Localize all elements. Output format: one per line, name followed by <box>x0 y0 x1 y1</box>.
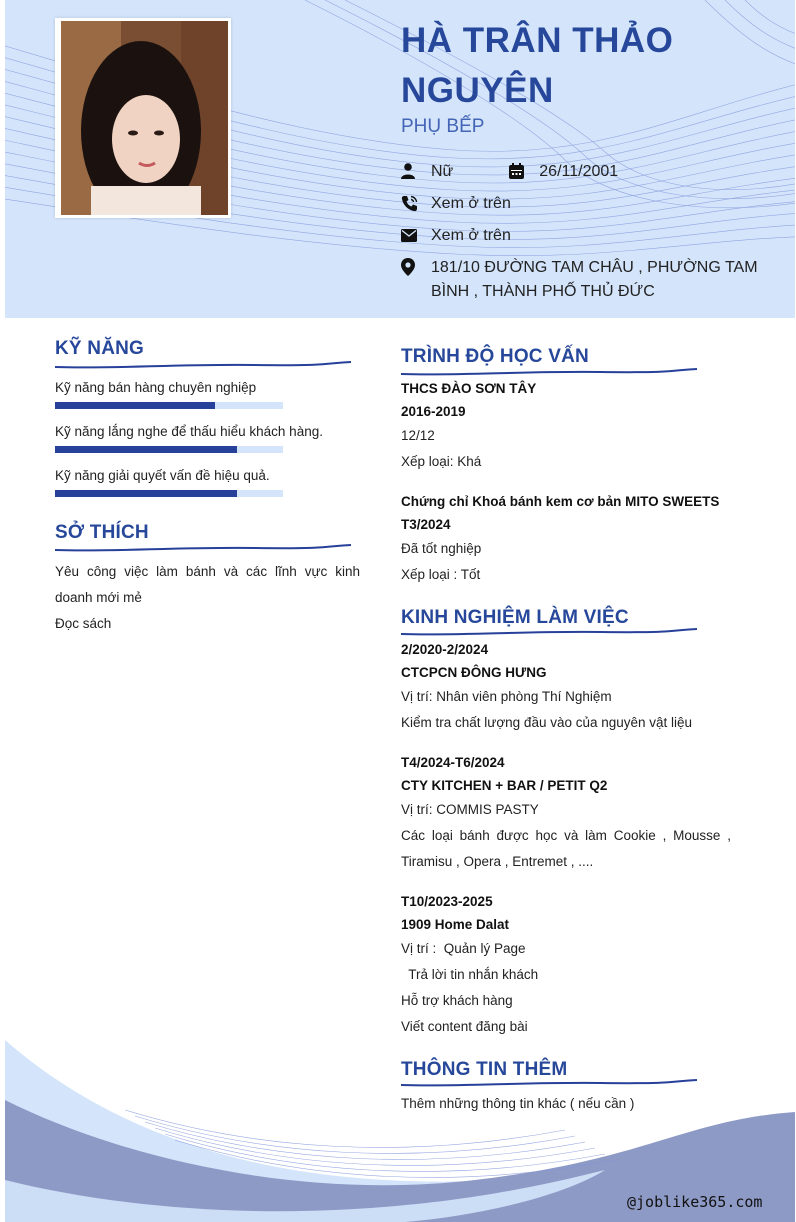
name-line-2: NGUYÊN <box>401 71 554 110</box>
experience-company-1: CTCPCN ĐÔNG HƯNG <box>401 665 547 680</box>
education-detail-2b: Xếp loại : Tốt <box>401 567 481 582</box>
full-name <box>401 16 761 116</box>
experience-line-3b: Trả lời tin nhắn khách <box>401 967 539 982</box>
skill-label-1: Kỹ năng bán hàng chuyên nghiệp <box>55 380 257 395</box>
hobby-2: Đọc sách <box>55 616 112 631</box>
experience-period-3: T10/2023-2025 <box>401 894 493 909</box>
experience-line-3a: Vị trí : Quản lý Page <box>401 941 526 956</box>
address-value <box>431 256 758 304</box>
header-band <box>5 0 795 318</box>
hobby-1: Yêu công việc làm bánh và các lĩnh vực kinh doanh mới mẻ <box>55 564 360 605</box>
skill-bar-3 <box>55 490 283 497</box>
skill-bar-fill-3 <box>55 490 237 497</box>
education-entry-2 <box>401 490 731 588</box>
skill-bar-fill-1 <box>55 402 215 409</box>
education-title-underline <box>401 367 697 377</box>
address-line-2: BÌNH , THÀNH PHỐ THỦ ĐỨC <box>431 283 655 300</box>
hobbies-text <box>55 559 360 637</box>
education-detail-2a: Đã tốt nghiệp <box>401 541 482 556</box>
cv-page <box>5 0 795 1222</box>
extra-title: THÔNG TIN THÊM <box>401 1059 568 1080</box>
education-period-1: 2016-2019 <box>401 404 466 419</box>
experience-line-1a: Vị trí: Nhân viên phòng Thí Nghiệm <box>401 689 612 704</box>
gender-row <box>401 160 618 184</box>
skill-bar-1 <box>55 402 283 409</box>
experience-line-3c: Hỗ trợ khách hàng <box>401 993 513 1008</box>
experience-line-2b: Các loại bánh được học và làm Cookie , Mousse , Tiramisu , Opera , Entremet , .... <box>401 828 731 869</box>
skill-bar-2 <box>55 446 283 453</box>
skills-title-underline <box>55 360 351 370</box>
experience-line-2a: Vị trí: COMMIS PASTY <box>401 802 539 817</box>
experience-line-3d: Viết content đăng bài <box>401 1019 528 1034</box>
gender-value: Nữ <box>431 163 454 180</box>
name-line-1: HÀ TRÂN THẢO <box>401 21 674 60</box>
email-row <box>401 224 511 248</box>
education-school-1: THCS ĐÀO SƠN TÂY <box>401 381 537 396</box>
address-line-1: 181/10 ĐƯỜNG TAM CHÂU , PHƯỜNG TAM <box>431 259 758 276</box>
brand-watermark: @joblike365.com <box>627 1193 763 1211</box>
extra-title-underline <box>401 1078 697 1088</box>
profile-photo <box>61 21 228 215</box>
hobbies-title-underline <box>55 543 351 553</box>
skill-bar-fill-2 <box>55 446 237 453</box>
phone-icon <box>401 192 431 214</box>
job-title: PHỤ BẾP <box>401 116 485 137</box>
calendar-icon <box>509 160 539 182</box>
education-detail-1a: 12/12 <box>401 428 435 443</box>
education-title: TRÌNH ĐỘ HỌC VẤN <box>401 346 589 367</box>
experience-company-2: CTY KITCHEN + BAR / PETIT Q2 <box>401 778 608 793</box>
phone-value: Xem ở trên <box>431 195 511 212</box>
experience-entry-2 <box>401 751 731 875</box>
email-value: Xem ở trên <box>431 227 511 244</box>
birthdate-value: 26/11/2001 <box>539 163 619 180</box>
extra-text: Thêm những thông tin khác ( nếu cần ) <box>401 1096 635 1111</box>
education-detail-1b: Xếp loại: Khá <box>401 454 482 469</box>
experience-title: KINH NGHIỆM LÀM VIỆC <box>401 607 629 628</box>
experience-title-underline <box>401 627 697 637</box>
skill-label-2: Kỹ năng lắng nghe để thấu hiểu khách hàng. <box>55 424 323 439</box>
map-pin-icon <box>401 256 431 278</box>
envelope-icon <box>401 224 431 246</box>
experience-period-1: 2/2020-2/2024 <box>401 642 489 657</box>
education-period-2: T3/2024 <box>401 517 451 532</box>
profile-photo-frame <box>55 18 231 218</box>
experience-company-3: 1909 Home Dalat <box>401 917 510 932</box>
portrait-illustration <box>61 21 228 215</box>
education-school-2: Chứng chỉ Khoá bánh kem cơ bản MITO SWEETS <box>401 494 720 509</box>
address-row <box>401 256 758 304</box>
experience-line-1b: Kiểm tra chất lượng đầu vào của nguyên vật liệu <box>401 715 693 730</box>
education-entry-1 <box>401 377 731 475</box>
experience-entry-3 <box>401 890 731 1040</box>
phone-row <box>401 192 511 216</box>
skills-title: KỸ NĂNG <box>55 338 145 359</box>
skill-label-3: Kỹ năng giải quyết vấn đề hiệu quả. <box>55 468 270 483</box>
experience-period-2: T4/2024-T6/2024 <box>401 755 505 770</box>
hobbies-title: SỞ THÍCH <box>55 522 149 543</box>
experience-entry-1 <box>401 638 731 736</box>
user-icon <box>401 160 431 182</box>
